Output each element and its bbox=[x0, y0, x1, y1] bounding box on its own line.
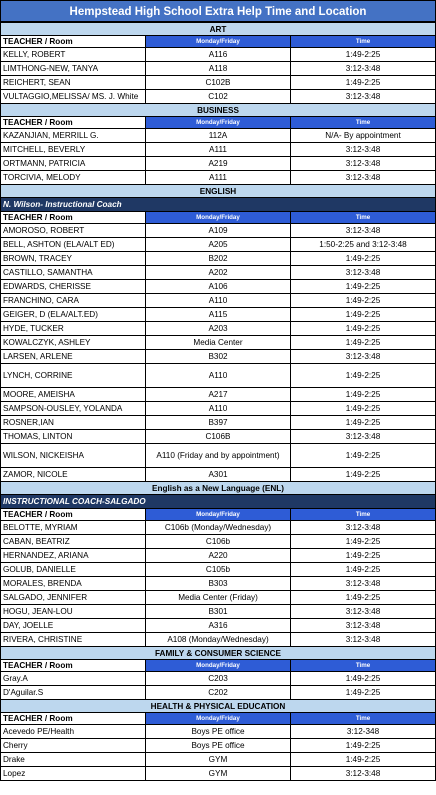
column-header-time: Time bbox=[291, 660, 436, 672]
table-row bbox=[1, 563, 436, 577]
room-cell: A106 bbox=[146, 280, 291, 294]
column-header-row bbox=[1, 212, 436, 224]
time-cell: 1:49-2:25 bbox=[291, 468, 436, 482]
section-header bbox=[1, 185, 436, 198]
teacher-cell: CABAN, BEATRIZ bbox=[1, 535, 146, 549]
time-cell: 1:49-2:25 bbox=[291, 308, 436, 322]
teacher-cell: DAY, JOELLE bbox=[1, 619, 146, 633]
column-header-time: Time bbox=[291, 509, 436, 521]
table-row bbox=[1, 350, 436, 364]
teacher-cell: HYDE, TUCKER bbox=[1, 322, 146, 336]
teacher-cell: FRANCHINO, CARA bbox=[1, 294, 146, 308]
room-cell: A109 bbox=[146, 224, 291, 238]
section-title: English as a New Language (ENL) bbox=[1, 482, 436, 495]
room-cell: A110 bbox=[146, 402, 291, 416]
table-row bbox=[1, 62, 436, 76]
time-cell: 3:12-3:48 bbox=[291, 577, 436, 591]
time-cell: 1:49-2:25 bbox=[291, 444, 436, 468]
teacher-cell: ORTMANN, PATRICIA bbox=[1, 157, 146, 171]
section-title: ART bbox=[1, 23, 436, 36]
room-cell: A118 bbox=[146, 62, 291, 76]
room-cell: C102 bbox=[146, 90, 291, 104]
section-header bbox=[1, 23, 436, 36]
table-row bbox=[1, 577, 436, 591]
room-cell: Media Center bbox=[146, 336, 291, 350]
time-cell: 1:49-2:25 bbox=[291, 416, 436, 430]
teacher-cell: THOMAS, LINTON bbox=[1, 430, 146, 444]
time-cell: 3:12-3:48 bbox=[291, 767, 436, 781]
table-row bbox=[1, 535, 436, 549]
teacher-cell: Gray.A bbox=[1, 672, 146, 686]
room-cell: B397 bbox=[146, 416, 291, 430]
table-row bbox=[1, 308, 436, 322]
room-cell: 112A bbox=[146, 129, 291, 143]
time-cell: 3:12-3:48 bbox=[291, 633, 436, 647]
section-title: FAMILY & CONSUMER SCIENCE bbox=[1, 647, 436, 660]
room-cell: C202 bbox=[146, 686, 291, 700]
teacher-cell: HERNANDEZ, ARIANA bbox=[1, 549, 146, 563]
time-cell: 1:49-2:25 bbox=[291, 322, 436, 336]
table-row bbox=[1, 672, 436, 686]
table-row bbox=[1, 725, 436, 739]
time-cell: N/A- By appointment bbox=[291, 129, 436, 143]
room-cell: A220 bbox=[146, 549, 291, 563]
teacher-cell: HOGU, JEAN-LOU bbox=[1, 605, 146, 619]
room-cell: A205 bbox=[146, 238, 291, 252]
teacher-cell: KAZANJIAN, MERRILL G. bbox=[1, 129, 146, 143]
teacher-cell: LIMTHONG-NEW, TANYA bbox=[1, 62, 146, 76]
section-header bbox=[1, 700, 436, 713]
room-cell: C106B bbox=[146, 430, 291, 444]
teacher-cell: REICHERT, SEAN bbox=[1, 76, 146, 90]
section-title: BUSINESS bbox=[1, 104, 436, 117]
time-cell: 3:12-3:48 bbox=[291, 171, 436, 185]
room-cell: GYM bbox=[146, 753, 291, 767]
teacher-cell: MOORE, AMEISHA bbox=[1, 388, 146, 402]
room-cell: A108 (Monday/Wednesday) bbox=[146, 633, 291, 647]
time-cell: 3:12-3:48 bbox=[291, 90, 436, 104]
column-header-day: Monday/Friday bbox=[146, 509, 291, 521]
time-cell: 3:12-3:48 bbox=[291, 605, 436, 619]
time-cell: 1:49-2:25 bbox=[291, 549, 436, 563]
teacher-cell: BELOTTE, MYRIAM bbox=[1, 521, 146, 535]
table-row bbox=[1, 280, 436, 294]
time-cell: 1:49-2:25 bbox=[291, 563, 436, 577]
teacher-cell: BROWN, TRACEY bbox=[1, 252, 146, 266]
teacher-cell: AMOROSO, ROBERT bbox=[1, 224, 146, 238]
teacher-cell: LARSEN, ARLENE bbox=[1, 350, 146, 364]
column-header-time: Time bbox=[291, 117, 436, 129]
table-row bbox=[1, 90, 436, 104]
table-row bbox=[1, 521, 436, 535]
teacher-cell: CASTILLO, SAMANTHA bbox=[1, 266, 146, 280]
column-header-row bbox=[1, 117, 436, 129]
teacher-cell: MITCHELL, BEVERLY bbox=[1, 143, 146, 157]
column-header-teacher: TEACHER / Room bbox=[1, 509, 146, 521]
time-cell: 1:49-2:25 bbox=[291, 76, 436, 90]
room-cell: B301 bbox=[146, 605, 291, 619]
room-cell: A110 bbox=[146, 294, 291, 308]
column-header-day: Monday/Friday bbox=[146, 212, 291, 224]
time-cell: 1:49-2:25 bbox=[291, 336, 436, 350]
time-cell: 1:49-2:25 bbox=[291, 364, 436, 388]
room-cell: A316 bbox=[146, 619, 291, 633]
teacher-cell: TORCIVIA, MELODY bbox=[1, 171, 146, 185]
time-cell: 1:49-2:25 bbox=[291, 753, 436, 767]
table-row bbox=[1, 48, 436, 62]
table-row bbox=[1, 388, 436, 402]
room-cell: C203 bbox=[146, 672, 291, 686]
column-header-teacher: TEACHER / Room bbox=[1, 117, 146, 129]
time-cell: 1:49-2:25 bbox=[291, 591, 436, 605]
column-header-time: Time bbox=[291, 713, 436, 725]
section-header bbox=[1, 482, 436, 495]
teacher-cell: KOWALCZYK, ASHLEY bbox=[1, 336, 146, 350]
table-row bbox=[1, 430, 436, 444]
column-header-day: Monday/Friday bbox=[146, 660, 291, 672]
room-cell: GYM bbox=[146, 767, 291, 781]
teacher-cell: ZAMOR, NICOLE bbox=[1, 468, 146, 482]
time-cell: 1:49-2:25 bbox=[291, 280, 436, 294]
table-row bbox=[1, 266, 436, 280]
section-header bbox=[1, 647, 436, 660]
table-row bbox=[1, 224, 436, 238]
teacher-cell: VULTAGGIO,MELISSA/ MS. J. White bbox=[1, 90, 146, 104]
room-cell: B202 bbox=[146, 252, 291, 266]
table-row bbox=[1, 416, 436, 430]
table-row bbox=[1, 619, 436, 633]
time-cell: 3:12-3:48 bbox=[291, 521, 436, 535]
time-cell: 3:12-3:48 bbox=[291, 619, 436, 633]
table-row bbox=[1, 364, 436, 388]
table-row bbox=[1, 157, 436, 171]
room-cell: A301 bbox=[146, 468, 291, 482]
teacher-cell: Lopez bbox=[1, 767, 146, 781]
room-cell: Boys PE office bbox=[146, 725, 291, 739]
room-cell: A217 bbox=[146, 388, 291, 402]
column-header-teacher: TEACHER / Room bbox=[1, 36, 146, 48]
teacher-cell: BELL, ASHTON (ELA/ALT ED) bbox=[1, 238, 146, 252]
time-cell: 3:12-3:48 bbox=[291, 266, 436, 280]
column-header-day: Monday/Friday bbox=[146, 36, 291, 48]
time-cell: 3:12-348 bbox=[291, 725, 436, 739]
room-cell: A116 bbox=[146, 48, 291, 62]
room-cell: Boys PE office bbox=[146, 739, 291, 753]
teacher-cell: MORALES, BRENDA bbox=[1, 577, 146, 591]
teacher-cell: Cherry bbox=[1, 739, 146, 753]
time-cell: 1:49-2:25 bbox=[291, 252, 436, 266]
room-cell: C106b bbox=[146, 535, 291, 549]
time-cell: 3:12-3:48 bbox=[291, 350, 436, 364]
time-cell: 1:49-2:25 bbox=[291, 535, 436, 549]
teacher-cell: SALGADO, JENNIFER bbox=[1, 591, 146, 605]
time-cell: 3:12-3:48 bbox=[291, 62, 436, 76]
table-row bbox=[1, 129, 436, 143]
room-cell: A111 bbox=[146, 143, 291, 157]
teacher-cell: Acevedo PE/Health bbox=[1, 725, 146, 739]
schedule-table-body bbox=[1, 23, 436, 781]
time-cell: 1:49-2:25 bbox=[291, 739, 436, 753]
table-row bbox=[1, 402, 436, 416]
teacher-cell: SAMPSON-OUSLEY, YOLANDA bbox=[1, 402, 146, 416]
table-row bbox=[1, 753, 436, 767]
table-row bbox=[1, 605, 436, 619]
time-cell: 3:12-3:48 bbox=[291, 430, 436, 444]
section-title: ENGLISH bbox=[1, 185, 436, 198]
sheet-title: Hempstead High School Extra Help Time and Location bbox=[0, 0, 436, 22]
room-cell: C105b bbox=[146, 563, 291, 577]
table-row bbox=[1, 252, 436, 266]
column-header-time: Time bbox=[291, 36, 436, 48]
teacher-cell: GOLUB, DANIELLE bbox=[1, 563, 146, 577]
table-row bbox=[1, 336, 436, 350]
table-row bbox=[1, 294, 436, 308]
time-cell: 1:49-2:25 bbox=[291, 686, 436, 700]
table-row bbox=[1, 171, 436, 185]
table-row bbox=[1, 238, 436, 252]
room-cell: A110 (Friday and by appointment) bbox=[146, 444, 291, 468]
teacher-cell: KELLY, ROBERT bbox=[1, 48, 146, 62]
column-header-row bbox=[1, 36, 436, 48]
room-cell: Media Center (Friday) bbox=[146, 591, 291, 605]
column-header-day: Monday/Friday bbox=[146, 713, 291, 725]
coach-label: INSTRUCTIONAL COACH-SALGADO bbox=[1, 495, 436, 509]
teacher-cell: EDWARDS, CHERISSE bbox=[1, 280, 146, 294]
time-cell: 3:12-3:48 bbox=[291, 157, 436, 171]
table-row bbox=[1, 322, 436, 336]
time-cell: 1:49-2:25 bbox=[291, 294, 436, 308]
room-cell: C106b (Monday/Wednesday) bbox=[146, 521, 291, 535]
teacher-cell: RIVERA, CHRISTINE bbox=[1, 633, 146, 647]
table-row bbox=[1, 143, 436, 157]
table-row bbox=[1, 468, 436, 482]
teacher-cell: GEIGER, D (ELA/ALT.ED) bbox=[1, 308, 146, 322]
room-cell: A110 bbox=[146, 364, 291, 388]
table-row bbox=[1, 591, 436, 605]
time-cell: 1:49-2:25 bbox=[291, 48, 436, 62]
section-header bbox=[1, 104, 436, 117]
time-cell: 1:49-2:25 bbox=[291, 388, 436, 402]
time-cell: 1:49-2:25 bbox=[291, 402, 436, 416]
coach-row bbox=[1, 198, 436, 212]
column-header-teacher: TEACHER / Room bbox=[1, 660, 146, 672]
room-cell: A111 bbox=[146, 171, 291, 185]
column-header-teacher: TEACHER / Room bbox=[1, 212, 146, 224]
time-cell: 3:12-3:48 bbox=[291, 143, 436, 157]
coach-row bbox=[1, 495, 436, 509]
room-cell: A219 bbox=[146, 157, 291, 171]
section-title: HEALTH & PHYSICAL EDUCATION bbox=[1, 700, 436, 713]
table-row bbox=[1, 686, 436, 700]
table-row bbox=[1, 739, 436, 753]
room-cell: B302 bbox=[146, 350, 291, 364]
table-row bbox=[1, 633, 436, 647]
column-header-row bbox=[1, 713, 436, 725]
time-cell: 3:12-3:48 bbox=[291, 224, 436, 238]
room-cell: A115 bbox=[146, 308, 291, 322]
table-row bbox=[1, 549, 436, 563]
schedule-table bbox=[0, 22, 436, 781]
column-header-teacher: TEACHER / Room bbox=[1, 713, 146, 725]
room-cell: C102B bbox=[146, 76, 291, 90]
table-row bbox=[1, 444, 436, 468]
teacher-cell: WILSON, NICKEISHA bbox=[1, 444, 146, 468]
room-cell: A202 bbox=[146, 266, 291, 280]
column-header-row bbox=[1, 509, 436, 521]
teacher-cell: Drake bbox=[1, 753, 146, 767]
time-cell: 1:50-2:25 and 3:12-3:48 bbox=[291, 238, 436, 252]
room-cell: A203 bbox=[146, 322, 291, 336]
coach-label: N. Wilson- Instructional Coach bbox=[1, 198, 436, 212]
teacher-cell: D'Aguilar.S bbox=[1, 686, 146, 700]
table-row bbox=[1, 767, 436, 781]
column-header-time: Time bbox=[291, 212, 436, 224]
teacher-cell: LYNCH, CORRINE bbox=[1, 364, 146, 388]
table-row bbox=[1, 76, 436, 90]
time-cell: 1:49-2:25 bbox=[291, 672, 436, 686]
column-header-day: Monday/Friday bbox=[146, 117, 291, 129]
column-header-row bbox=[1, 660, 436, 672]
teacher-cell: ROSNER,IAN bbox=[1, 416, 146, 430]
room-cell: B303 bbox=[146, 577, 291, 591]
